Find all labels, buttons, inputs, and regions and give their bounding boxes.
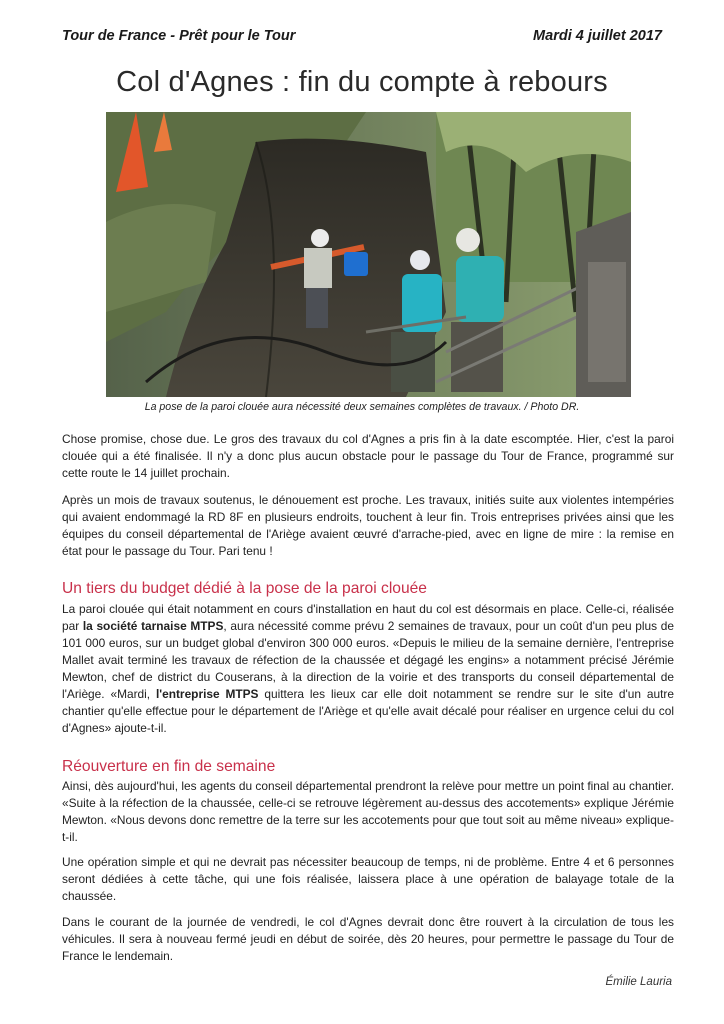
worksite-photo-illustration bbox=[106, 112, 631, 397]
intro-paragraph-2: Après un mois de travaux soutenus, le dénouement est proche. Les travaux, initiés suite aux violentes intempéries qui avaient endommagé la RD 8F en plusieurs endroits, touchent à leur fin. Trois entreprises privées ainsi que les équipes du conseil départemental de l'Ariège avaient œuvré d'arrache-pied, avec en ligne de mire : la remise en état pour le passage du Tour. Pari tenu ! bbox=[62, 493, 674, 558]
photo-caption: La pose de la paroi clouée aura nécessité deux semaines complètes de travaux. / Photo DR. bbox=[144, 401, 580, 413]
section-label: Tour de France - Prêt pour le Tour bbox=[62, 28, 296, 44]
section-heading-reopening: Réouverture en fin de semaine bbox=[62, 758, 276, 775]
publication-date: Mardi 4 juillet 2017 bbox=[533, 28, 662, 44]
article-photo bbox=[106, 112, 631, 397]
intro-paragraph-1: Chose promise, chose due. Le gros des travaux du col d'Agnes a pris fin à la date escomptée. Hier, c'est la paroi clouée qui a été finalisée. Il n'y a donc plus aucun obstacle pour le passage du Tour de France, programmé sur cette route le 14 juillet prochain. bbox=[62, 432, 674, 480]
article-title: Col d'Agnes : fin du compte à rebours bbox=[116, 66, 608, 98]
section-1-company-mtps: la société tarnaise MTPS bbox=[82, 619, 224, 633]
page-header bbox=[62, 28, 662, 44]
section-2-paragraph-2: Une opération simple et qui ne devrait pas nécessiter beaucoup de temps, ni de problème. Entre 4 et 6 personnes seront dédiées à cette tâche, qui une fois réalisée, laissera place à une opération de balayage totale de la chaussée. bbox=[62, 855, 674, 903]
section-1-paragraph bbox=[62, 601, 674, 737]
section-2-paragraph-1: Ainsi, dès aujourd'hui, les agents du conseil départemental prendront la relève pour mettre un point final au chantier. «Suite à la réfection de la chaussée, celle-ci se retrouve légèrement au-dessus des accotements» explique Jérémie Mewton. «Nous devons donc remettre de la terre sur les accotements pour que tout soit au même niveau» explique-t-il. bbox=[62, 779, 674, 844]
section-1-text-a: La paroi clouée qui était notamment en cours d'installation en haut du col est désormais en place. Celle-ci, réalisée par bbox=[62, 602, 674, 633]
section-1-text-c: quittera les lieux car elle doit notamment se rendre sur le site d'un autre chantier qu'elle effectue pour le département de l'Ariège et qu'elle avait décalé pour réaliser en urgence celui du col d'Agnes» ajoute-t-il. bbox=[62, 687, 675, 735]
section-1-text-b: , aura nécessité comme prévu 2 semaines de travaux, pour un coût d'un peu plus de 101 000 euros, sur un budget global d'environ 300 000 euros. «Depuis le milieu de la semaine dernière, l'entreprise Mallet avait terminé les travaux de réfection de la chaussée et dégagé les engins» a notamment précisé Jérémie Mewton, chef de district du Couserans, à la direction de la voirie et des transports du conseil départemental de l'Ariège. «Mardi, bbox=[62, 619, 674, 701]
author-byline: Émilie Lauria bbox=[605, 976, 672, 988]
section-heading-budget: Un tiers du budget dédié à la pose de la paroi clouée bbox=[62, 580, 427, 597]
section-2-paragraph-3: Dans le courant de la journée de vendredi, le col d'Agnes devrait donc être rouvert à la circulation de tous les véhicules. Il sera à nouveau fermé jeudi en début de soirée, dès 20 heures, pour permettre le passage du Tour de France le lendemain. bbox=[62, 915, 674, 963]
section-1-company-mtps-2: l'entreprise MTPS bbox=[155, 687, 259, 701]
